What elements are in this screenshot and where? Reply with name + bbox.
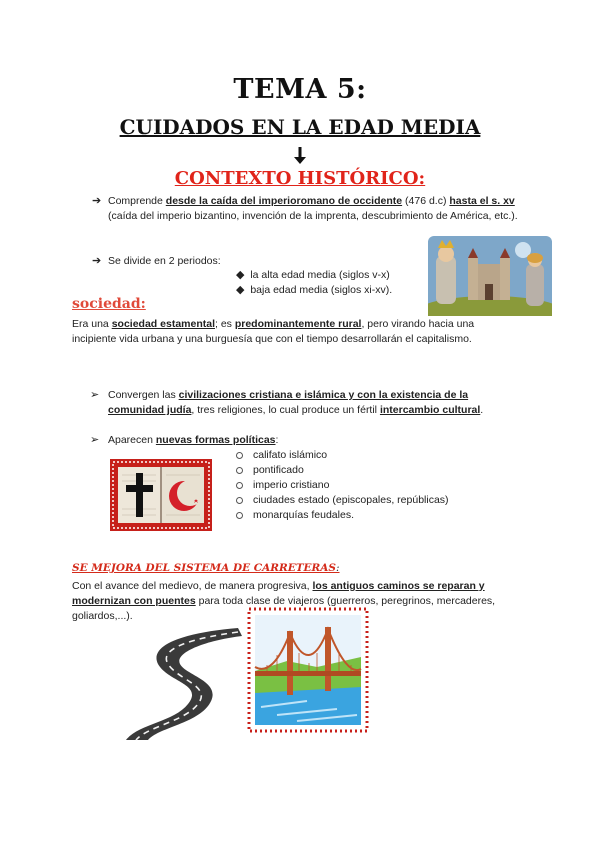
context-paragraph-2: Se divide en 2 periodos:	[108, 255, 221, 267]
period-item: ◆ baja edad media (siglos xi-xv).	[236, 284, 393, 296]
circle-bullet-icon	[236, 512, 243, 519]
society-paragraph: Era una sociedad estamental; es predominantemente rural, pero virando hacia una incipiente vida urbana y una burguesía que con el tiempo desarrollarán el capitalismo.	[72, 318, 475, 345]
political-forms-intro: Aparecen nuevas formas políticas:	[108, 434, 279, 446]
list-item: monarquías feudales.	[236, 508, 449, 523]
circle-bullet-icon	[236, 482, 243, 489]
bridge-illustration-image	[247, 607, 369, 733]
circle-bullet-icon	[236, 497, 243, 504]
castle-illustration-image	[428, 236, 552, 316]
section-heading-society: sociedad:	[72, 296, 146, 312]
page-title: TEMA 5:	[233, 74, 367, 105]
arrow-bullet-icon: ➔	[92, 195, 102, 207]
list-item: pontificado	[236, 463, 449, 478]
cultures-paragraph: Convergen las civilizaciones cristiana e islámica y con la existencia de la comunidad judía, tres religiones, lo cual produce un fértil intercambio cultural.	[108, 389, 484, 416]
arrow-bullet-icon: ➢	[90, 389, 100, 401]
arrow-bullet-icon: ➢	[90, 434, 100, 446]
circle-bullet-icon	[236, 452, 243, 459]
road-illustration-image	[118, 624, 242, 742]
diamond-bullet-icon: ◆	[236, 269, 245, 281]
diamond-bullet-icon: ◆	[236, 284, 245, 296]
page-subtitle: CUIDADOS EN LA EDAD MEDIA	[119, 115, 481, 139]
circle-bullet-icon	[236, 467, 243, 474]
section-heading-context: CONTEXTO HISTÓRICO:	[174, 168, 426, 189]
arrow-down-icon	[292, 147, 308, 165]
section-heading-roads: SE MEJORA DEL SISTEMA DE CARRETERAS:	[72, 562, 340, 574]
arrow-bullet-icon: ➔	[92, 255, 102, 267]
roads-paragraph: Con el avance del medievo, de manera progresiva, los antiguos caminos se reparan y modernizan con puentes para toda clase de viajeros (guerreros, peregrinos, mercaderes, goliardos,...).	[72, 580, 496, 622]
political-forms-list	[236, 448, 449, 523]
period-item: ◆ la alta edad media (siglos v-x)	[236, 269, 390, 281]
list-item: califato islámico	[236, 448, 449, 463]
list-item: imperio cristiano	[236, 478, 449, 493]
context-paragraph-1: Comprende desde la caída del imperioromano de occidente (476 d.c) hasta el s. xv (caída del imperio bizantino, invención de la imprenta, descubrimiento de América, etc.).	[108, 195, 518, 222]
cross-crescent-book-image	[110, 459, 212, 531]
list-item: ciudades estado (episcopales, repúblicas)	[236, 493, 449, 508]
